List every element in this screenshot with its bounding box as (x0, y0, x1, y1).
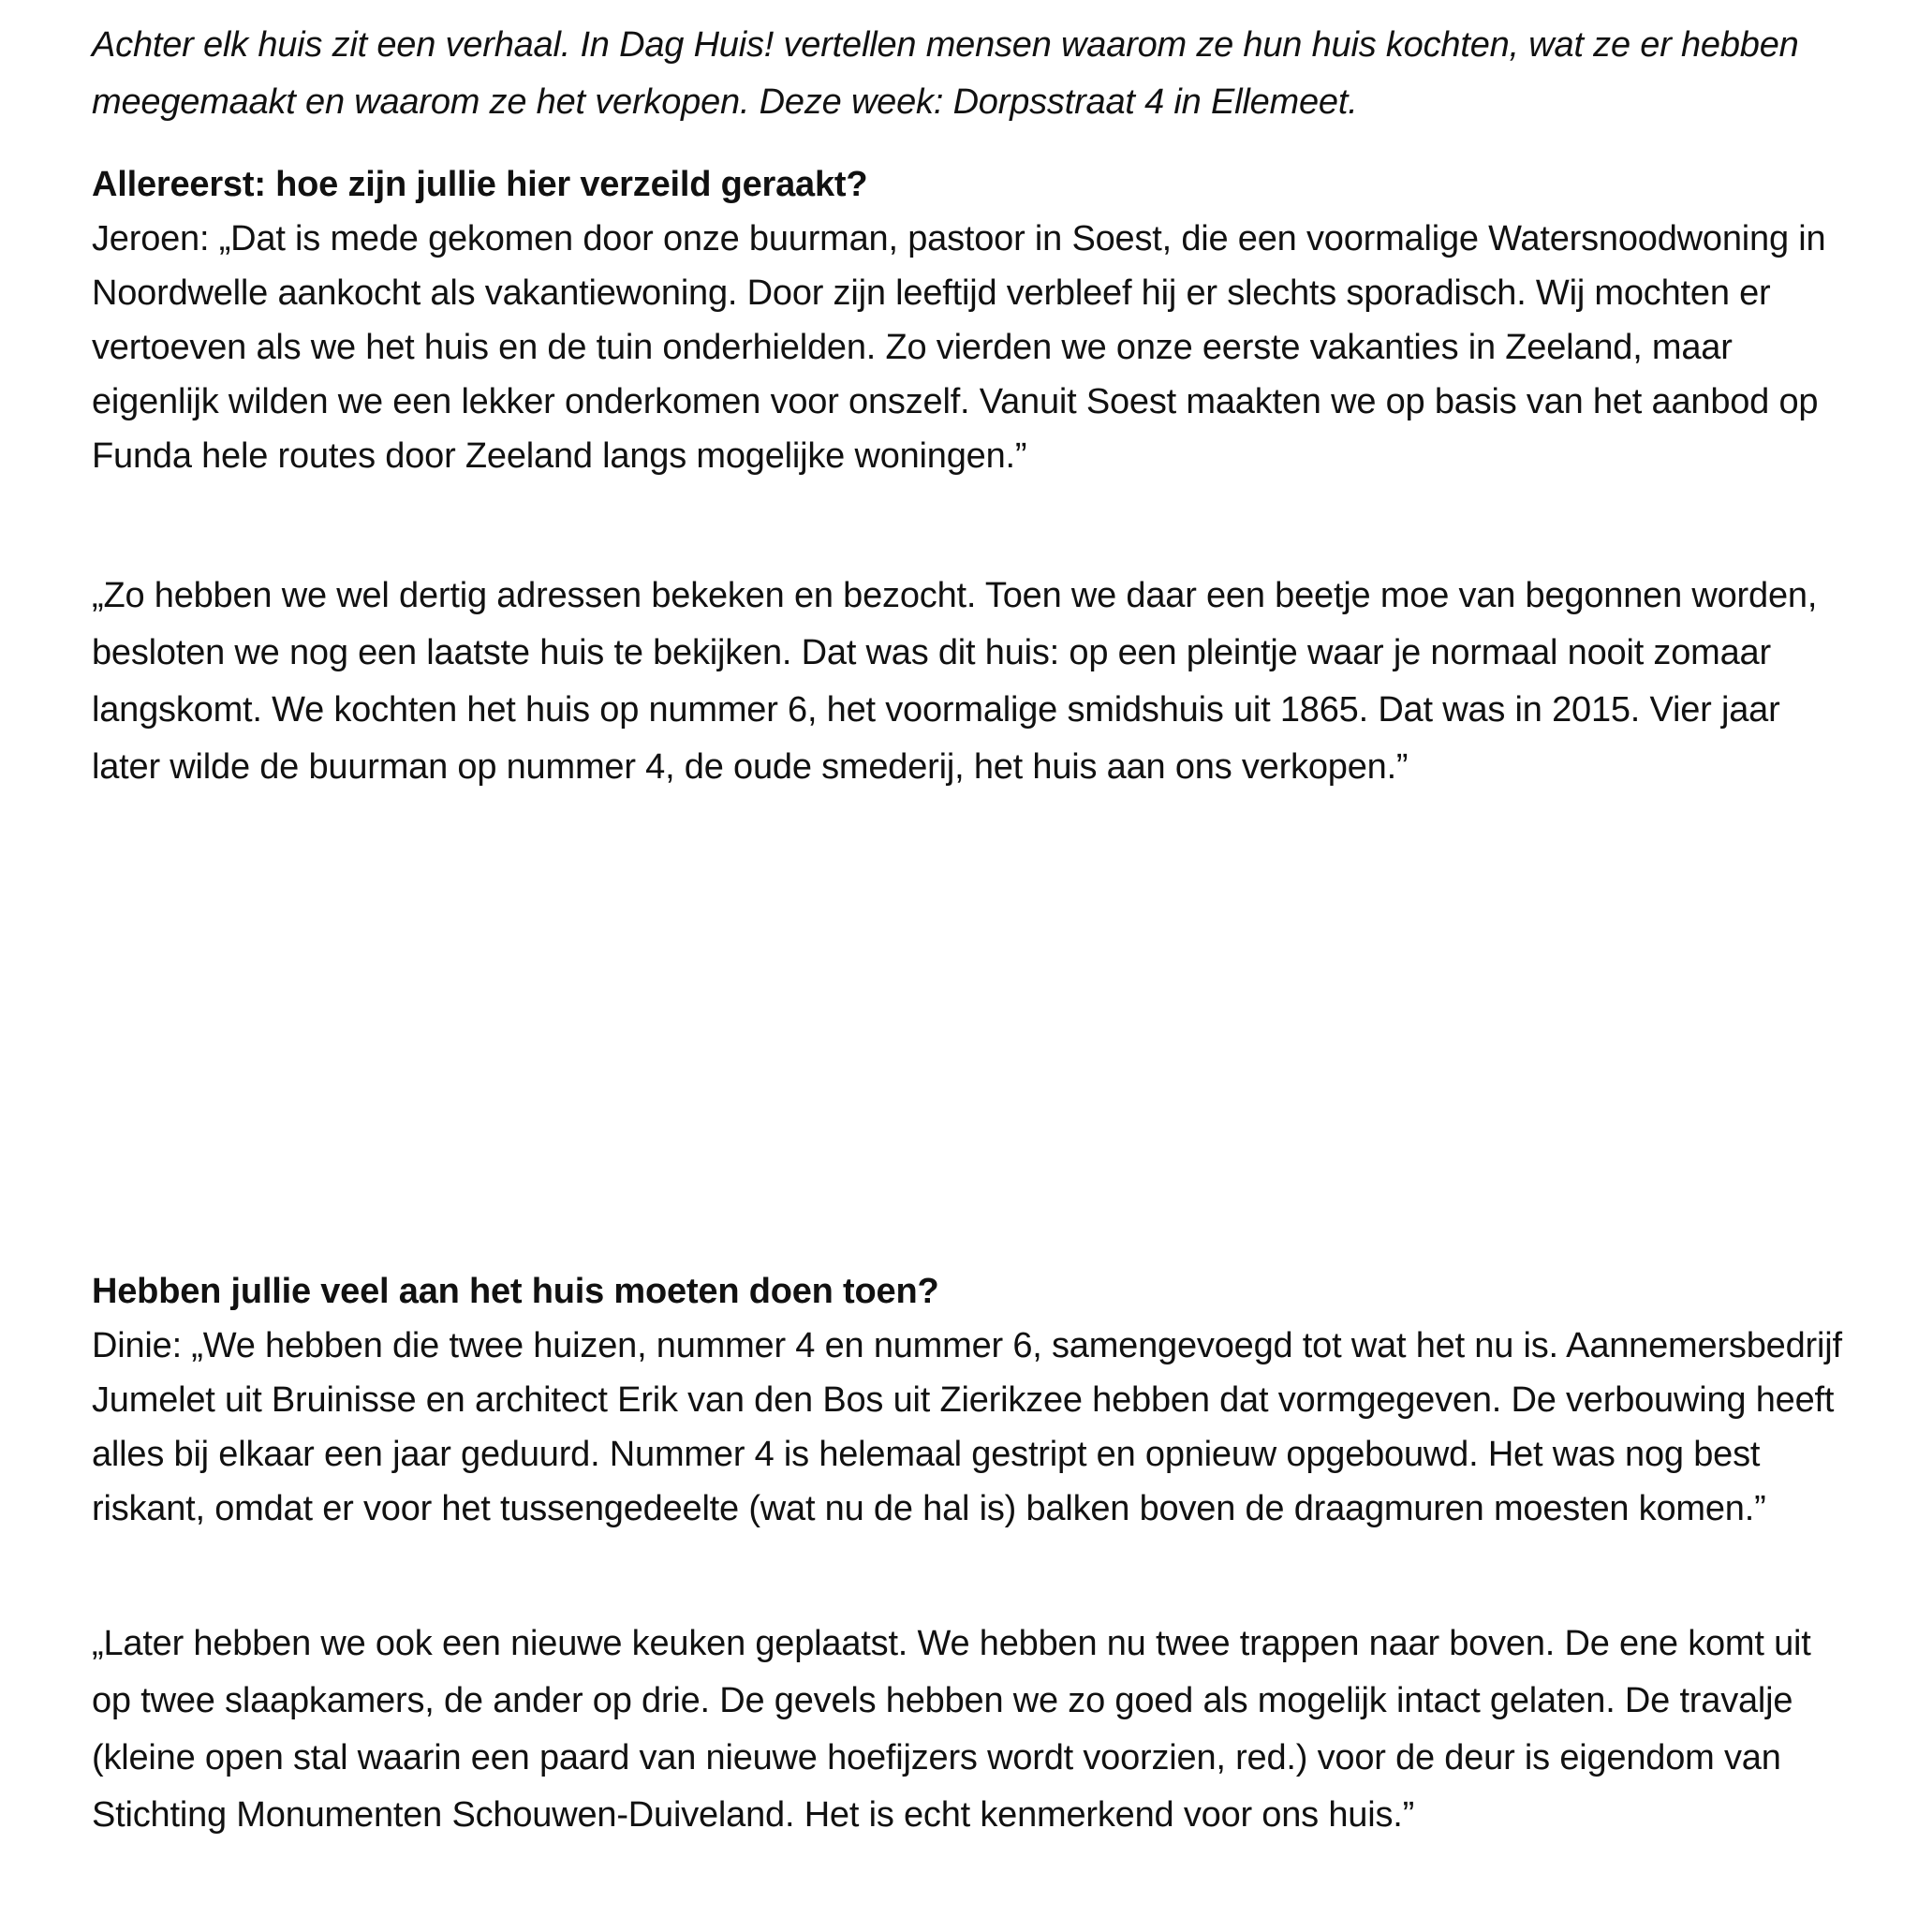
section-1-question: Allereerst: hoe zijn jullie hier verzeild geraakt? (92, 165, 868, 204)
section-1-followup: „Zo hebben we wel dertig adressen bekeken en bezocht. Toen we daar een beetje moe van begonnen worden, besloten we nog een laatste huis te bekijken. Dat was dit huis: op een pleintje waar je normaal nooit zomaar langskomt. We kochten het huis op nummer 6, het voormalige smidshuis uit 1865. Dat was in 2015. Vier jaar later wilde de buurman op nummer 4, de oude smederij, het huis aan ons verkopen.” (92, 576, 1818, 787)
media-placeholder (92, 862, 1852, 1255)
section-2-answer: Dinie: „We hebben die twee huizen, nummer 4 en nummer 6, samengevoegd tot wat het nu is. Aannemersbedrijf Jumelet uit Bruinisse en architect Erik van den Bos uit Zierikzee hebben dat vormgegeven. De verbouwing heeft alles bij elkaar een jaar geduurd. Nummer 4 is helemaal gestript en opnieuw opgebouwd. Het was nog best riskant, omdat er voor het tussengedeelte (wat nu de hal is) balken boven de draagmuren moesten komen.” (92, 1326, 1842, 1528)
section-1-answer: Jeroen: „Dat is mede gekomen door onze buurman, pastoor in Soest, die een voormalige Watersnoodwoning in Noordwelle aankocht als vakantiewoning. Door zijn leeftijd verbleef hij er slechts sporadisch. Wij mochten er vertoeven als we het huis en de tuin onderhielden. Zo vierden we onze eerste vakanties in Zeeland, maar eigenlijk wilden we een lekker onderkomen voor onszelf. Vanuit Soest maakten we op basis van het aanbod op Funda hele routes door Zeeland langs mogelijke woningen.” (92, 219, 1826, 476)
section-2-followup: „Later hebben we ook een nieuwe keuken geplaatst. We hebben nu twee trappen naar boven. De ene komt uit op twee slaapkamers, de ander op drie. De gevels hebben we zo goed als mogelijk intact gelaten. De travalje (kleine open stal waarin een paard van nieuwe hoefijzers wordt voorzien, red.) voor de deur is eigendom van Stichting Monumenten Schouwen-Duiveland. Het is echt kenmerkend voor ons huis.” (92, 1624, 1811, 1835)
qa-section-2 (92, 1264, 1852, 1536)
qa-section-1 (92, 157, 1852, 483)
section-2-question: Hebben jullie veel aan het huis moeten doen toen? (92, 1272, 939, 1311)
article-intro: Achter elk huis zit een verhaal. In Dag Huis! vertellen mensen waarom ze hun huis kochten, wat ze er hebben meegemaakt en waarom ze het verkopen. Deze week: Dorpsstraat 4 in Ellemeet. (92, 25, 1799, 122)
